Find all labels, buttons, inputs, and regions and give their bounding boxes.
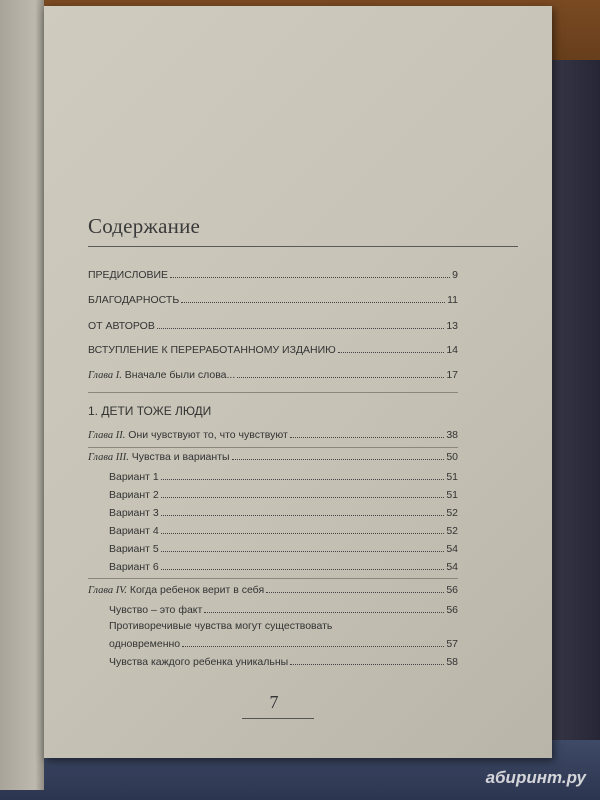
leader-dots [232,458,445,460]
separator [88,392,458,393]
toc-page: 51 [446,489,458,501]
toc-label: Чувство – это факт [109,604,203,616]
toc-row-unique-feelings[interactable] [109,656,458,668]
toc-row-variant-5[interactable] [109,543,458,555]
separator [88,447,458,448]
leader-dots [161,550,445,552]
chapter-title: Чувства и варианты [131,451,230,463]
toc-row-chapter-2[interactable] [88,429,458,441]
toc-page: 13 [446,320,458,332]
toc-label: Вариант 3 [109,507,159,519]
toc-page: 50 [446,451,458,463]
toc-label [88,369,235,381]
toc-row-introduction[interactable] [88,344,458,356]
page-number-rule [242,718,314,719]
toc-page: 38 [446,429,458,441]
section-title: 1. ДЕТИ ТОЖЕ ЛЮДИ [88,404,212,418]
toc-label: Вариант 1 [109,471,159,483]
toc-page: 52 [446,507,458,519]
toc-page: 52 [446,525,458,537]
toc-label: ОТ АВТОРОВ [88,320,155,332]
toc-label: Вариант 4 [109,525,159,537]
leader-dots [161,568,445,570]
chapter-prefix: Глава III. [88,452,129,463]
leader-dots [161,478,445,480]
toc-label [88,429,288,441]
separator [88,578,458,579]
toc-row-contradictory-feelings[interactable] [109,638,458,650]
toc-page: 17 [446,369,458,381]
toc-row-authors[interactable] [88,320,458,332]
toc-label [88,584,264,596]
toc-row-variant-6[interactable] [109,561,458,573]
toc-page: 11 [447,294,458,306]
page-title: Содержание [88,214,201,238]
chapter-prefix: Глава II. [88,430,126,441]
toc-row-chapter-3[interactable] [88,451,458,463]
toc-page: 56 [446,584,458,596]
toc-page: 51 [446,471,458,483]
toc-page: 54 [446,543,458,555]
leader-dots [182,645,444,647]
toc-row-acknowledgements[interactable] [88,294,458,306]
leader-dots [170,276,450,278]
leader-dots [161,532,445,534]
toc-row-variant-2[interactable] [109,489,458,501]
toc-row-variant-1[interactable] [109,471,458,483]
book-page [44,6,552,758]
toc-row-feeling-fact[interactable] [109,604,458,616]
page-number: 7 [269,692,279,712]
chapter-prefix: Глава I. [88,370,122,381]
toc-page: 56 [446,604,458,616]
leader-dots [290,663,444,665]
toc-page: 9 [452,269,458,281]
toc-label: Чувства каждого ребенка уникальны [109,656,289,668]
chapter-title: Они чувствуют то, что чувствуют [128,429,288,441]
toc-label [88,451,230,463]
toc-label: Вариант 2 [109,489,159,501]
toc-page: 57 [446,638,458,650]
leader-dots [290,436,445,438]
toc-label: Вариант 5 [109,543,159,555]
toc-label: ПРЕДИСЛОВИЕ [88,269,169,281]
watermark: абиринт.ру [485,768,586,787]
toc-label: БЛАГОДАРНОСТЬ [88,294,180,306]
leader-dots [181,301,445,303]
leader-dots [161,496,445,498]
toc-row-preface[interactable] [88,269,458,281]
toc-page: 54 [446,561,458,573]
left-page-edge [0,0,44,790]
toc-page: 14 [446,344,458,356]
chapter-title: Вначале были слова... [124,369,236,381]
toc-label-line1: Противоречивые чувства могут существовать [109,620,333,632]
chapter-title: Когда ребенок верит в себя [129,584,265,596]
chapter-prefix: Глава IV. [88,585,127,596]
toc-row-chapter-4[interactable] [88,584,458,596]
toc-row-variant-4[interactable] [109,525,458,537]
leader-dots [161,514,445,516]
toc-row-chapter-1[interactable] [88,369,458,381]
toc-label: Вариант 6 [109,561,159,573]
toc-label: ВСТУПЛЕНИЕ К ПЕРЕРАБОТАННОМУ ИЗДАНИЮ [88,344,336,356]
leader-dots [338,351,445,353]
toc-row-variant-3[interactable] [109,507,458,519]
leader-dots [204,611,444,613]
toc-page: 58 [446,656,458,668]
title-rule [88,246,518,247]
toc-label: одновременно [109,638,181,650]
leader-dots [157,327,444,329]
leader-dots [266,591,444,593]
leader-dots [237,376,444,378]
